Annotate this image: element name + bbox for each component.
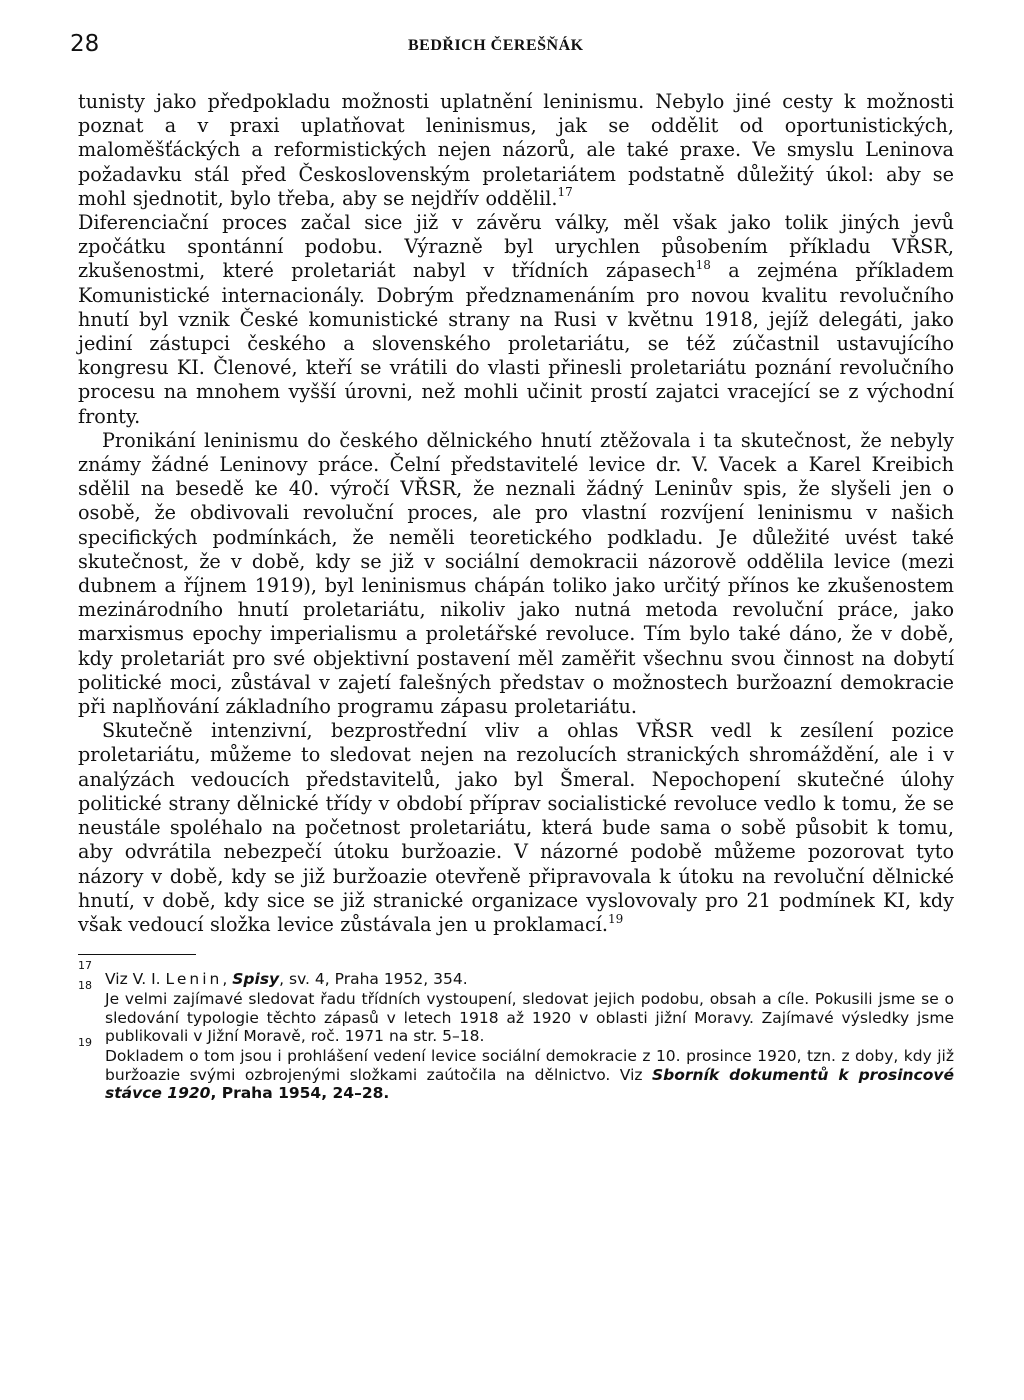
paragraph-2 <box>78 211 954 429</box>
footnote-17-separator: , <box>222 970 233 989</box>
footnote-18: 18 Je velmi zajímavé sledovat řadu třídních vystoupení, sledovat jejich podobu, obsah a cíle. Pokusili jsme se o sledování typologie těchto zápasů v letech 1918 až 1920 v oblasti jižní Moravy. Zajímavé výsledky jsme publikovali v Jižní Moravě, roč. 1971 na str. 5–18. <box>78 978 954 1046</box>
page-number: 28 <box>70 31 100 57</box>
book-page <box>70 30 955 1375</box>
footnote-19-work: Sborník dokumentů k prosincové stávce 1920 <box>105 1065 954 1103</box>
paragraph-1 <box>78 90 954 211</box>
footnote-19-text: Dokladem o tom jsou i prohlášení vedení levice sociální demokracie z 10. prosince 1920, tzn. z doby, kdy již buržoazie svými ozbrojenými složkami zaútočila na dělnictvo. Viz <box>105 1046 954 1084</box>
footnote-ref-17: 17 <box>557 185 573 200</box>
footnote-17-prefix: Viz V. I. <box>105 970 166 989</box>
main-text <box>78 90 954 937</box>
paragraph-2-continuation: a zejména příkladem Komunistické internacionály. Dobrým předznamenáním pro novou kvalitu revolučního hnutí byl vznik České komunistické strany na Rusi v květnu 1918, jejíž delegáti, jako jediní zástupci českého a slovenského proletariátu, se též zúčastnil ustavujícího kongresu KI. Členové, kteří se vrátili do vlasti přinesli proletariátu poznání revolučního procesu na mnohem vyšší úrovni, než mohli učinit prostí zajatci vracející se z východní fronty. <box>78 259 955 428</box>
footnote-17-details: , sv. 4, Praha 1952, 354. <box>279 970 468 989</box>
paragraph-3 <box>78 429 954 719</box>
paragraph-1-text: tunisty jako předpokladu možnosti uplatnění leninismu. Nebylo jiné cesty k možnosti poznat a v praxi uplatňovat leninismus, jak se oddělit od oportunistických, maloměšťáckých a reformistických nejen názorů, ale také praxe. Ve smyslu Leninova požadavku stál před Československým proletariátem podstatně důležitý úkol: aby se mohl sjednotit, bylo třeba, aby se nejdřív oddělil. <box>78 90 954 210</box>
running-head: BEDŘICH ČEREŠŇÁK <box>408 37 584 54</box>
footnote-19-details: , Praha 1954, 24–28. <box>210 1084 390 1103</box>
paragraph-4-text: Skutečně intenzivní, bezprostřední vliv a ohlas VŘSR vedl k zesílení pozice proletariátu, můžeme to sledovat nejen na rezolucích stranických shromáždění, ale i v analýzách vedoucích představitelů, jako byl Šmeral. Nepochopení skutečné úlohy politické strany dělnické třídy v období příprav socialistické revoluce vedlo k tomu, že se neustále spoléhalo na početnost proletariátu, která bude sama o sobě působit k tomu, aby odvrátila nebezpečí útoku buržoazie. V názorné podobě můžeme pozorovat tyto názory v době, kdy se již buržoazie otevřeně připravovala k útoku na revoluční dělnické hnutí, v době, kdy sice se již stranické organizace vyslovovaly pro 21 podmínek KI, kdy však vedoucí složka levice zůstávala jen u proklamací. <box>78 719 954 936</box>
footnote-separator <box>78 954 196 955</box>
page-header <box>70 30 954 72</box>
footnotes <box>78 959 954 1103</box>
paragraph-3-text: Pronikání leninismu do českého dělnického hnutí ztěžovala i ta skutečnost, že nebyly známy žádné Leninovy práce. Čelní představitelé levice dr. V. Vacek a Karel Kreibich sdělil na besedě ke 40. výročí VŘSR, že neznali žádný Leninův spis, že slyšeli jen o osobě, že obdivovali revoluční proces, ale pro vlastní rozvíjení leninismu v našich specifických podmínkách, že neměli teoretického podkladu. Je důležité uvést také skutečnost, že v době, kdy se již v sociální demokracii názorově oddělila levice (mezi dubnem a říjnem 1919), byl leninismus chápán toliko jako určitý přínos ke zkušenostem mezinárodního hnutí proletariátu, nikoliv jako nutná metoda revoluční práce, jako marxismus epochy imperialismu a proletářské revoluce. Tím bylo také dáno, že v době, kdy proletariát pro své objektivní postavení měl zaměřit všechnu svou činnost na dobytí politické moci, zůstával v zajetí falešných představ o možnostech buržoazní demokracie při naplňování základního programu zápasu proletariátu. <box>78 428 954 719</box>
footnote-18-text: Je velmi zajímavé sledovat řadu třídních vystoupení, sledovat jejich podobu, obsah a cíle. Pokusili jsme se o sledování typologie těchto zápasů v letech 1918 až 1920 v oblasti jižní Moravy. Zajímavé výsledky jsme publikovali v Jižní Moravě, roč. 1971 na str. 5–18. <box>105 989 954 1046</box>
footnote-17-author: Lenin <box>165 970 223 989</box>
footnote-ref-18: 18 <box>695 258 711 273</box>
paragraph-2-text: Diferenciační proces začal sice již v závěru války, měl však jako tolik jiných jevů zpočátku spontánní podobu. Výrazně byl urychlen působením příkladu VŘSR, zkušenostmi, které proletariát nabyl v třídních zápasech <box>78 211 954 283</box>
footnote-ref-19: 19 <box>607 911 624 926</box>
footnote-17: 17 Viz V. I. Lenin, Spisy, sv. 4, Praha 1952, 354. <box>78 959 468 989</box>
footnote-19: 19 Dokladem o tom jsou i prohlášení vedení levice sociální demokracie z 10. prosince 1920, tzn. z doby, kdy již buržoazie svými ozbrojenými složkami zaútočila na dělnictvo. Viz Sborník dokumentů k prosincové stávce 1920, Praha 1954, 24–28. <box>78 1035 954 1103</box>
paragraph-4 <box>78 719 954 937</box>
footnote-17-work: Spisy <box>232 970 280 989</box>
